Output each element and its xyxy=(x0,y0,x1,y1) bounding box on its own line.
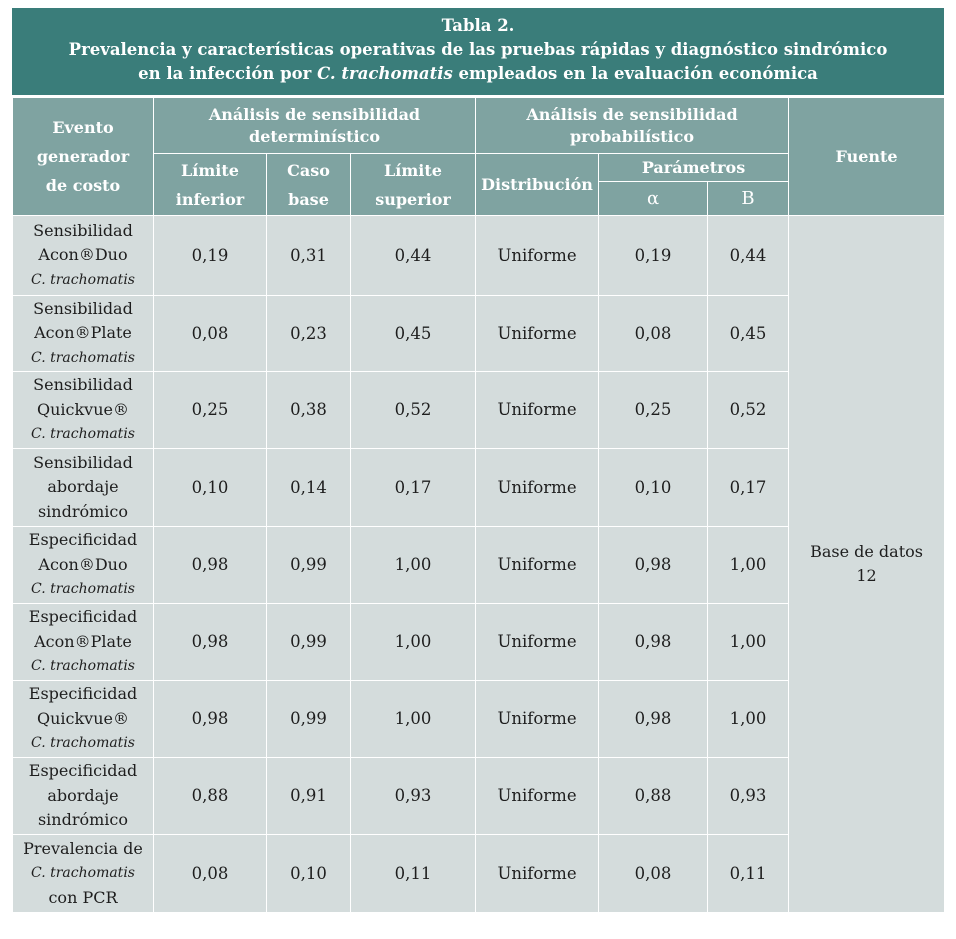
cell-distribucion: Uniforme xyxy=(476,216,599,296)
cell-caso-base: 0,31 xyxy=(267,216,351,296)
evento-l1: Especificidad xyxy=(28,761,138,781)
caption-species: C. trachomatis xyxy=(317,64,453,83)
cell-distribucion: Uniforme xyxy=(476,372,599,449)
cell-alpha: 0,88 xyxy=(599,758,708,835)
cell-alpha: 0,08 xyxy=(599,296,708,372)
evento-l3: sindrómico xyxy=(37,810,129,830)
evento-l3: C. trachomatis xyxy=(31,349,135,366)
cell-beta: 1,00 xyxy=(708,681,789,758)
header-beta: B xyxy=(708,182,789,216)
cell-alpha: 0,98 xyxy=(599,681,708,758)
cell-alpha: 0,98 xyxy=(599,527,708,604)
cell-limite-inferior: 0,98 xyxy=(154,604,267,681)
header-caso-base xyxy=(267,154,351,216)
header-evento xyxy=(13,98,154,216)
cell-alpha: 0,98 xyxy=(599,604,708,681)
header-evento-l1: Evento xyxy=(52,118,114,137)
cell-evento xyxy=(13,758,154,835)
header-fuente: Fuente xyxy=(789,98,945,216)
evento-l1: Especificidad xyxy=(28,684,138,704)
header-prob-l1: Análisis de sensibilidad xyxy=(526,104,738,124)
cell-evento xyxy=(13,604,154,681)
evento-l2: abordaje xyxy=(47,477,119,497)
cell-caso-base: 0,38 xyxy=(267,372,351,449)
cell-limite-inferior: 0,25 xyxy=(154,372,267,449)
cell-distribucion: Uniforme xyxy=(476,835,599,913)
cell-limite-inferior: 0,08 xyxy=(154,296,267,372)
cell-evento xyxy=(13,372,154,449)
cell-limite-superior: 0,52 xyxy=(351,372,476,449)
evento-l3: con PCR xyxy=(48,887,118,907)
cell-limite-superior: 1,00 xyxy=(351,527,476,604)
cell-limite-superior: 1,00 xyxy=(351,604,476,681)
cell-limite-inferior: 0,10 xyxy=(154,449,267,527)
evento-l2: Acon®Plate xyxy=(34,631,132,651)
evento-l2: Acon®Duo xyxy=(38,245,128,265)
header-cb-l1: Caso xyxy=(287,160,330,180)
evento-l2: Quickvue® xyxy=(36,708,129,728)
cell-evento xyxy=(13,527,154,604)
cell-distribucion: Uniforme xyxy=(476,449,599,527)
cell-caso-base: 0,23 xyxy=(267,296,351,372)
cell-caso-base: 0,99 xyxy=(267,681,351,758)
cell-alpha: 0,25 xyxy=(599,372,708,449)
caption-line-2: Prevalencia y características operativas de las pruebas rápidas y diagnóstico sindrómico xyxy=(68,40,888,59)
fuente-line2: 12 xyxy=(856,566,877,585)
cell-caso-base: 0,91 xyxy=(267,758,351,835)
cell-beta: 0,45 xyxy=(708,296,789,372)
cell-distribucion: Uniforme xyxy=(476,758,599,835)
evento-l3: C. trachomatis xyxy=(31,658,135,675)
cell-limite-superior: 0,45 xyxy=(351,296,476,372)
evento-l2: C. trachomatis xyxy=(31,865,135,882)
cell-beta: 0,93 xyxy=(708,758,789,835)
cell-limite-inferior: 0,98 xyxy=(154,527,267,604)
evento-l1: Sensibilidad xyxy=(33,452,133,472)
header-evento-l2: generador xyxy=(36,147,130,166)
header-limite-superior xyxy=(351,154,476,216)
cell-limite-superior: 0,11 xyxy=(351,835,476,913)
caption-line-3-post: empleados en la evaluación económica xyxy=(458,64,818,83)
caption-title: Tabla 2. xyxy=(441,16,515,35)
cell-limite-superior: 0,44 xyxy=(351,216,476,296)
cell-limite-inferior: 0,08 xyxy=(154,835,267,913)
cell-beta: 1,00 xyxy=(708,527,789,604)
cell-limite-inferior: 0,19 xyxy=(154,216,267,296)
header-deterministic-group xyxy=(154,98,476,154)
cell-beta: 0,44 xyxy=(708,216,789,296)
header-prob-l2: probabilístico xyxy=(569,126,695,146)
evento-l1: Prevalencia de xyxy=(23,838,143,858)
cell-beta: 0,52 xyxy=(708,372,789,449)
cell-evento xyxy=(13,449,154,527)
cell-alpha: 0,08 xyxy=(599,835,708,913)
caption-line-3-pre: en la infección por xyxy=(138,64,312,83)
cell-limite-superior: 0,93 xyxy=(351,758,476,835)
cell-beta: 1,00 xyxy=(708,604,789,681)
cell-caso-base: 0,99 xyxy=(267,527,351,604)
fuente-line1: Base de datos xyxy=(810,542,923,561)
cell-evento xyxy=(13,296,154,372)
cell-alpha: 0,19 xyxy=(599,216,708,296)
evento-l1: Sensibilidad xyxy=(33,298,133,318)
evento-l2: abordaje xyxy=(47,785,119,805)
cell-evento xyxy=(13,681,154,758)
table-body xyxy=(13,216,945,913)
evento-l3: C. trachomatis xyxy=(31,426,135,443)
evento-l2: Acon®Duo xyxy=(38,554,128,574)
header-evento-l3: de costo xyxy=(45,176,121,195)
evento-l3: C. trachomatis xyxy=(31,581,135,598)
header-det-l2: determinístico xyxy=(249,126,380,146)
evento-l2: Acon®Plate xyxy=(34,323,132,343)
cell-fuente xyxy=(789,216,945,913)
header-probabilistic-group xyxy=(476,98,789,154)
cell-distribucion: Uniforme xyxy=(476,296,599,372)
evento-l3: sindrómico xyxy=(37,501,129,521)
table-row xyxy=(13,216,945,296)
evento-l1: Especificidad xyxy=(28,530,138,550)
cell-distribucion: Uniforme xyxy=(476,527,599,604)
cell-limite-inferior: 0,88 xyxy=(154,758,267,835)
caption-line-3 xyxy=(12,62,944,86)
table-figure xyxy=(12,8,944,913)
table-caption xyxy=(12,8,944,97)
cell-distribucion: Uniforme xyxy=(476,681,599,758)
cell-caso-base: 0,10 xyxy=(267,835,351,913)
cell-limite-superior: 0,17 xyxy=(351,449,476,527)
evento-l1: Sensibilidad xyxy=(33,220,133,240)
cell-evento xyxy=(13,216,154,296)
header-li-l1: Límite xyxy=(181,160,239,180)
header-det-l1: Análisis de sensibilidad xyxy=(208,104,421,124)
data-table xyxy=(12,97,945,913)
header-alpha: α xyxy=(599,182,708,216)
cell-beta: 0,17 xyxy=(708,449,789,527)
header-cb-l2: base xyxy=(288,189,329,209)
evento-l3: C. trachomatis xyxy=(31,735,135,752)
evento-l3: C. trachomatis xyxy=(31,271,135,288)
evento-l1: Sensibilidad xyxy=(33,375,133,395)
cell-alpha: 0,10 xyxy=(599,449,708,527)
cell-evento xyxy=(13,835,154,913)
evento-l2: Quickvue® xyxy=(36,399,129,419)
header-distribucion: Distribución xyxy=(476,154,599,216)
header-ls-l2: superior xyxy=(375,189,451,209)
header-parametros: Parámetros xyxy=(599,154,789,182)
cell-distribucion: Uniforme xyxy=(476,604,599,681)
header-li-l2: inferior xyxy=(175,189,245,209)
cell-limite-inferior: 0,98 xyxy=(154,681,267,758)
cell-limite-superior: 1,00 xyxy=(351,681,476,758)
header-ls-l1: Límite xyxy=(384,160,442,180)
header-limite-inferior xyxy=(154,154,267,216)
cell-beta: 0,11 xyxy=(708,835,789,913)
cell-caso-base: 0,99 xyxy=(267,604,351,681)
evento-l1: Especificidad xyxy=(28,607,138,627)
cell-caso-base: 0,14 xyxy=(267,449,351,527)
